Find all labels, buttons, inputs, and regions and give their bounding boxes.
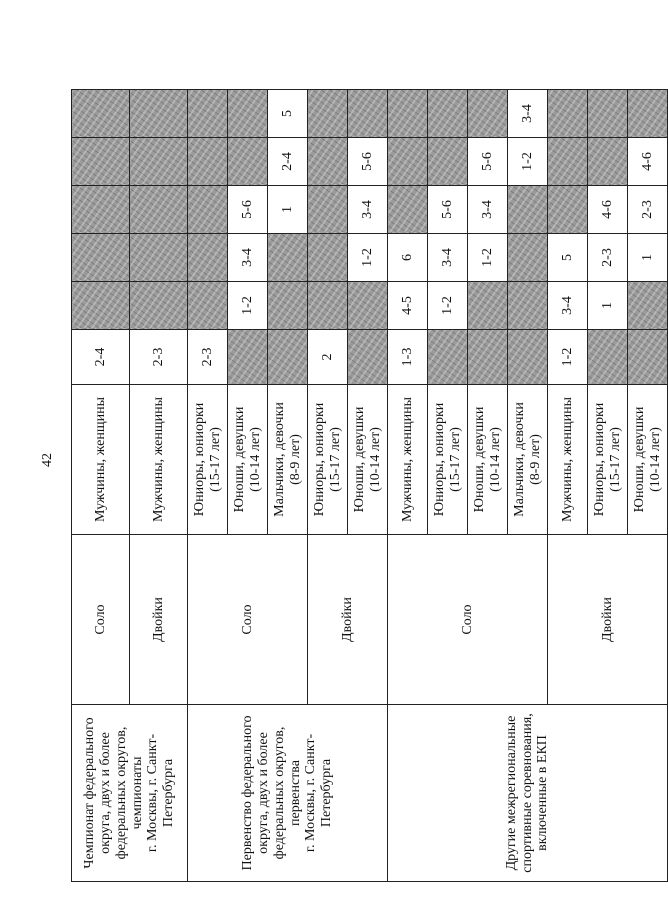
competition-cell (388, 705, 668, 882)
rank-table (71, 41, 668, 882)
places-cell: 2-3 (130, 330, 188, 385)
competition-line: г. Москвы, г. Санкт- (303, 733, 319, 853)
competition-line: федеральных округов, (271, 726, 287, 860)
shaded-cell (308, 234, 348, 282)
shaded-cell (588, 90, 628, 138)
shaded-cell (228, 138, 268, 186)
places-cell: 5-6 (468, 138, 508, 186)
category-line: Мальчики, девочки (511, 402, 527, 517)
shaded-cell (508, 330, 548, 385)
shaded-cell (548, 186, 588, 234)
category-line: Юниоры, юниорки (591, 402, 607, 517)
shaded-cell (130, 234, 188, 282)
places-cell: 2-3 (588, 234, 628, 282)
shaded-cell (428, 330, 468, 385)
shaded-cell (308, 90, 348, 138)
category-line: (10-14 лет) (247, 427, 263, 492)
shaded-cell (188, 234, 228, 282)
shaded-cell (468, 90, 508, 138)
places-cell: 2 (308, 330, 348, 385)
category-line: Мужчины, женщины (399, 396, 415, 523)
category-line: (8-9 лет) (527, 434, 543, 485)
shaded-cell (308, 186, 348, 234)
shaded-cell (130, 90, 188, 138)
shaded-cell (388, 186, 428, 234)
shaded-cell (72, 138, 130, 186)
category-line: (10-14 лет) (487, 427, 503, 492)
shaded-cell (468, 330, 508, 385)
category-line: (10-14 лет) (647, 427, 663, 492)
category-cell (508, 385, 548, 535)
competition-line: Другие межрегиональные (503, 715, 519, 871)
category-line: Мужчины, женщины (559, 396, 575, 523)
shaded-cell (130, 282, 188, 330)
places-cell: 3-4 (428, 234, 468, 282)
category-cell (468, 385, 508, 535)
category-cell (72, 385, 130, 535)
category-cell (130, 385, 188, 535)
places-cell: 1 (628, 234, 668, 282)
shaded-cell (130, 138, 188, 186)
shaded-cell (72, 234, 130, 282)
competition-line: первенства (287, 760, 303, 826)
places-cell: 1-2 (348, 234, 388, 282)
places-cell: 5-6 (348, 138, 388, 186)
competition-line: округа, двух и более (98, 732, 114, 854)
rank-table-rotated (71, 42, 663, 882)
places-cell: 4-5 (388, 282, 428, 330)
shaded-cell (72, 90, 130, 138)
shaded-cell (388, 138, 428, 186)
shaded-cell (188, 138, 228, 186)
shaded-cell (188, 186, 228, 234)
competition-line: включенные в ЕКП (535, 735, 551, 851)
shaded-cell (548, 90, 588, 138)
shaded-cell (508, 234, 548, 282)
places-cell: 5 (548, 234, 588, 282)
shaded-cell (188, 90, 228, 138)
category-line: Юноши, девушки (631, 406, 647, 513)
category-line: Юноши, девушки (351, 406, 367, 513)
places-cell: 2-4 (72, 330, 130, 385)
places-cell: 3-4 (228, 234, 268, 282)
places-cell: 6 (388, 234, 428, 282)
competition-line: федеральных округов, (113, 726, 129, 860)
discipline-cell: Соло (72, 535, 130, 705)
shaded-cell (72, 282, 130, 330)
category-line: (15-17 лет) (607, 427, 623, 492)
shaded-cell (588, 330, 628, 385)
places-cell: 3-4 (548, 282, 588, 330)
shaded-cell (508, 186, 548, 234)
places-cell: 1 (268, 186, 308, 234)
category-cell (588, 385, 628, 535)
discipline-cell: Двойки (130, 535, 188, 705)
places-cell: 1-2 (548, 330, 588, 385)
places-cell: 5-6 (228, 186, 268, 234)
competition-line: Петербурга (160, 758, 176, 828)
places-cell: 5 (268, 90, 308, 138)
places-cell: 4-6 (628, 138, 668, 186)
shaded-cell (468, 282, 508, 330)
category-cell (348, 385, 388, 535)
category-line: Юниоры, юниорки (191, 402, 207, 517)
table-row (388, 42, 428, 882)
places-cell: 2-4 (268, 138, 308, 186)
shaded-cell (428, 90, 468, 138)
category-line: (10-14 лет) (367, 427, 383, 492)
category-line: (8-9 лет) (287, 434, 303, 485)
places-cell: 1 (588, 282, 628, 330)
category-line: Мужчины, женщины (92, 396, 108, 523)
category-cell (628, 385, 668, 535)
places-cell: 3-4 (508, 90, 548, 138)
shaded-cell (348, 330, 388, 385)
shaded-cell (228, 330, 268, 385)
competition-line: Первенство федерального (240, 715, 256, 871)
shaded-cell (308, 138, 348, 186)
competition-line: спортивные соревнования, (519, 713, 535, 873)
places-cell: 4-6 (588, 186, 628, 234)
places-cell: 5-6 (428, 186, 468, 234)
shaded-cell (72, 186, 130, 234)
places-cell: 2-3 (188, 330, 228, 385)
competition-cell (188, 705, 388, 882)
competition-line: округа, двух и более (256, 732, 272, 854)
category-cell (308, 385, 348, 535)
category-line: (15-17 лет) (327, 427, 343, 492)
places-cell: 3-4 (468, 186, 508, 234)
shaded-cell (268, 330, 308, 385)
shaded-cell (268, 234, 308, 282)
places-cell: 1-2 (428, 282, 468, 330)
discipline-cell: Двойки (308, 535, 388, 705)
shaded-cell (268, 282, 308, 330)
category-cell (548, 385, 588, 535)
category-line: Юниоры, юниорки (311, 402, 327, 517)
competition-line: Чемпионат федерального (82, 717, 98, 869)
shaded-cell (628, 330, 668, 385)
competition-line: Петербурга (318, 758, 334, 828)
shaded-cell (188, 282, 228, 330)
table-row (72, 42, 130, 882)
competition-line: чемпионаты (129, 756, 145, 830)
category-cell (428, 385, 468, 535)
shaded-cell (628, 282, 668, 330)
places-cell: 1-2 (468, 234, 508, 282)
category-cell (188, 385, 228, 535)
shaded-cell (130, 186, 188, 234)
category-line: Юноши, девушки (231, 406, 247, 513)
shaded-cell (348, 90, 388, 138)
category-line: (15-17 лет) (207, 427, 223, 492)
category-line: Мальчики, девочки (271, 402, 287, 517)
discipline-cell: Двойки (548, 535, 668, 705)
shaded-cell (388, 90, 428, 138)
shaded-cell (508, 282, 548, 330)
shaded-cell (428, 138, 468, 186)
shaded-cell (228, 90, 268, 138)
places-cell: 2-3 (628, 186, 668, 234)
category-line: Мужчины, женщины (150, 396, 166, 523)
competition-line: г. Москвы, г. Санкт- (145, 733, 161, 853)
shaded-cell (308, 282, 348, 330)
discipline-cell: Соло (388, 535, 548, 705)
places-cell: 1-3 (388, 330, 428, 385)
places-cell: 1-2 (228, 282, 268, 330)
category-line: (15-17 лет) (447, 427, 463, 492)
table-row (188, 42, 228, 882)
shaded-cell (588, 138, 628, 186)
discipline-cell: Соло (188, 535, 308, 705)
competition-cell (72, 705, 188, 882)
page-number: 42 (40, 453, 55, 467)
category-line: Юниоры, юниорки (431, 402, 447, 517)
category-cell (268, 385, 308, 535)
shaded-cell (628, 90, 668, 138)
places-cell: 1-2 (508, 138, 548, 186)
category-cell (228, 385, 268, 535)
shaded-cell (348, 282, 388, 330)
category-line: Юноши, девушки (471, 406, 487, 513)
category-cell (388, 385, 428, 535)
shaded-cell (548, 138, 588, 186)
places-cell: 3-4 (348, 186, 388, 234)
